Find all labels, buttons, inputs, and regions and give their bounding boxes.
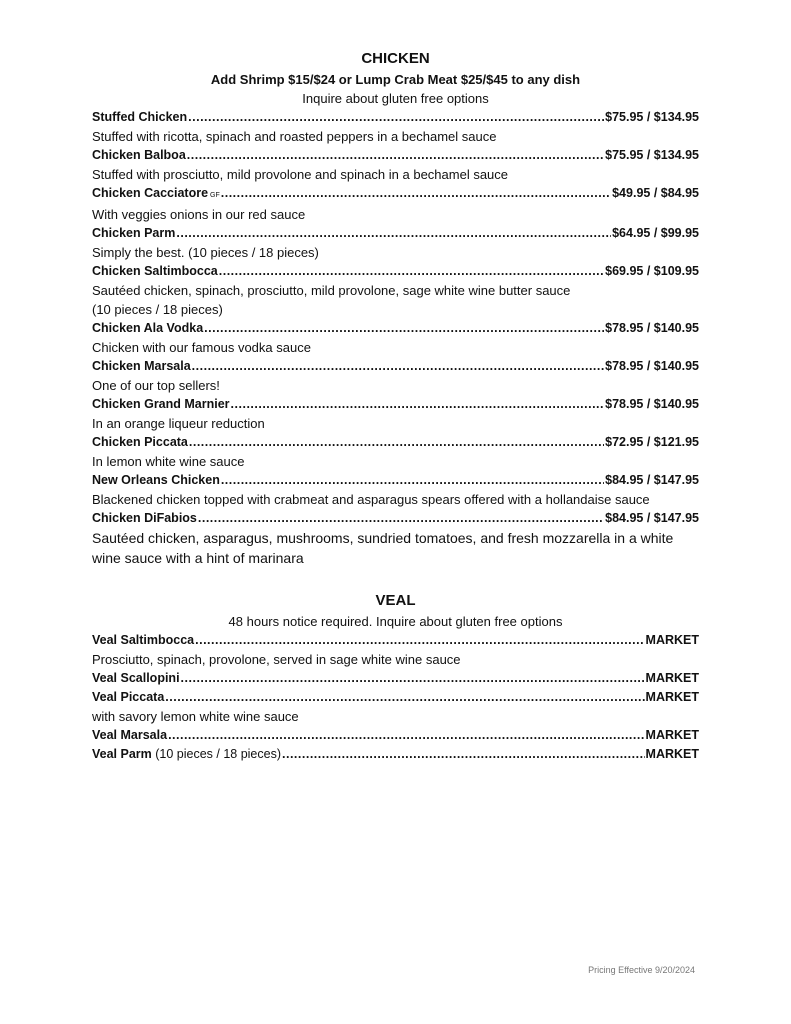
- menu-item-description: Chicken with our famous vodka sauce: [92, 340, 311, 355]
- menu-item-description: In an orange liqueur reduction: [92, 416, 265, 431]
- menu-item-name: [92, 319, 203, 338]
- menu-item-name-text: Chicken Saltimbocca: [92, 264, 218, 278]
- menu-item-price: MARKET: [645, 690, 699, 704]
- menu-item-note: (10 pieces / 18 pieces): [151, 747, 282, 761]
- menu-item-row: [92, 726, 699, 745]
- dot-leader: [187, 146, 604, 165]
- dot-leader: [192, 357, 604, 376]
- chicken-addon-note: Add Shrimp $15/$24 or Lump Crab Meat $25/$45 to any dish: [210, 72, 581, 87]
- menu-item-price: MARKET: [645, 633, 699, 647]
- menu-item-price: MARKET: [645, 671, 699, 685]
- dot-leader: [198, 509, 604, 528]
- dot-leader: [231, 395, 605, 414]
- menu-item-row: [92, 357, 699, 376]
- menu-item-description: (10 pieces / 18 pieces): [92, 302, 223, 317]
- menu-item-price: $64.95 / $99.95: [612, 226, 699, 240]
- dot-leader: [165, 688, 644, 707]
- dot-leader: [188, 108, 604, 127]
- menu-item-price: $75.95 / $134.95: [605, 148, 699, 162]
- menu-item-price: $78.95 / $140.95: [605, 359, 699, 373]
- dot-leader: [221, 471, 604, 490]
- menu-item-name: [92, 146, 186, 165]
- menu-item-name-text: Chicken Parm: [92, 226, 176, 240]
- gluten-free-tag: GF: [210, 192, 220, 199]
- chicken-section-title: CHICKEN: [361, 50, 430, 67]
- menu-item-name: [92, 726, 167, 745]
- menu-item-name: [92, 471, 220, 490]
- menu-item-name-text: Chicken Grand Marnier: [92, 397, 230, 411]
- menu-item-row: [92, 433, 699, 452]
- menu-item-name-text: Chicken Ala Vodka: [92, 321, 204, 335]
- menu-item-name: [92, 631, 194, 650]
- menu-item-name-text: Veal Saltimbocca: [92, 633, 195, 647]
- menu-item-name: [92, 108, 187, 127]
- veal-notice: 48 hours notice required. Inquire about gluten free options: [228, 614, 563, 629]
- menu-item-price: $75.95 / $134.95: [605, 110, 699, 124]
- chicken-gluten-note: Inquire about gluten free options: [302, 91, 489, 106]
- menu-item-row: [92, 319, 699, 338]
- dot-leader: [168, 726, 644, 745]
- menu-item-name-text: Veal Piccata: [92, 690, 165, 704]
- menu-item-name: [92, 688, 164, 707]
- menu-item-description: Prosciutto, spinach, provolone, served in sage white wine sauce: [92, 652, 461, 667]
- menu-item-name-text: Veal Scallopini: [92, 671, 180, 685]
- menu-item-name-text: Chicken Piccata: [92, 435, 188, 449]
- menu-item-name: [92, 433, 188, 452]
- menu-item-description: Stuffed with ricotta, spinach and roasted peppers in a bechamel sauce: [92, 129, 497, 144]
- dot-leader: [176, 224, 611, 243]
- menu-item-description: In lemon white wine sauce: [92, 454, 245, 469]
- menu-item-row: [92, 224, 699, 243]
- menu-item-price: $72.95 / $121.95: [605, 435, 699, 449]
- menu-item-row: [92, 146, 699, 165]
- menu-item-description: Sautéed chicken, asparagus, mushrooms, sundried tomatoes, and fresh mozzarella in a white: [92, 530, 674, 546]
- dot-leader: [282, 745, 645, 764]
- menu-item-description: with savory lemon white wine sauce: [92, 709, 299, 724]
- menu-item-row: [92, 108, 699, 127]
- menu-item-price: $84.95 / $147.95: [605, 473, 699, 487]
- menu-item-name: [92, 357, 191, 376]
- menu-item-row: [92, 471, 699, 490]
- menu-item-row: [92, 184, 699, 205]
- menu-item-name: [92, 509, 197, 528]
- menu-item-row: [92, 631, 699, 650]
- chicken-menu-list: [92, 108, 699, 568]
- dot-leader: [221, 184, 611, 203]
- veal-section-title: VEAL: [375, 592, 416, 609]
- menu-item-name-text: Chicken Cacciatore: [92, 186, 209, 200]
- menu-item-name-text: Stuffed Chicken: [92, 110, 188, 124]
- menu-item-price: $49.95 / $84.95: [612, 186, 699, 200]
- menu-item-row: [92, 745, 699, 764]
- menu-item-row: [92, 669, 699, 688]
- menu-item-name-text: Chicken Marsala: [92, 359, 191, 373]
- menu-item-description: Simply the best. (10 pieces / 18 pieces): [92, 245, 319, 260]
- menu-item-price: $69.95 / $109.95: [605, 264, 699, 278]
- menu-item-name: [92, 745, 281, 764]
- menu-item-row: [92, 395, 699, 414]
- dot-leader: [189, 433, 604, 452]
- pricing-effective-footer: Pricing Effective 9/20/2024: [588, 965, 695, 975]
- menu-item-price: $78.95 / $140.95: [605, 397, 699, 411]
- menu-item-price: $78.95 / $140.95: [605, 321, 699, 335]
- menu-item-row: [92, 262, 699, 281]
- menu-item-description: Sautéed chicken, spinach, prosciutto, mild provolone, sage white wine butter sauce: [92, 283, 571, 298]
- menu-item-name-text: New Orleans Chicken: [92, 473, 220, 487]
- menu-item-name-text: Veal Parm: [92, 747, 152, 761]
- menu-item-description: With veggies onions in our red sauce: [92, 207, 306, 222]
- menu-item-name: [92, 184, 220, 205]
- dot-leader: [181, 669, 645, 688]
- menu-item-row: [92, 509, 699, 528]
- dot-leader: [195, 631, 644, 650]
- menu-item-description: wine sauce with a hint of marinara: [92, 550, 304, 566]
- dot-leader: [219, 262, 604, 281]
- menu-item-name: [92, 395, 230, 414]
- veal-menu-list: [92, 631, 699, 764]
- section-gap: [92, 568, 699, 590]
- menu-item-name: [92, 224, 175, 243]
- menu-item-description: Blackened chicken topped with crabmeat and asparagus spears offered with a hollandaise sauce: [92, 492, 650, 507]
- menu-item-description: One of our top sellers!: [92, 378, 220, 393]
- menu-item-price: MARKET: [645, 747, 699, 761]
- menu-page: [92, 48, 699, 764]
- menu-item-price: $84.95 / $147.95: [605, 511, 699, 525]
- menu-item-row: [92, 688, 699, 707]
- menu-item-name-text: Chicken DiFabios: [92, 511, 197, 525]
- menu-item-name-text: Veal Marsala: [92, 728, 168, 742]
- menu-item-description: Stuffed with prosciutto, mild provolone and spinach in a bechamel sauce: [92, 167, 509, 182]
- menu-item-name: [92, 262, 218, 281]
- menu-item-name-text: Chicken Balboa: [92, 148, 186, 162]
- dot-leader: [204, 319, 604, 338]
- menu-item-price: MARKET: [645, 728, 699, 742]
- menu-item-name: [92, 669, 180, 688]
